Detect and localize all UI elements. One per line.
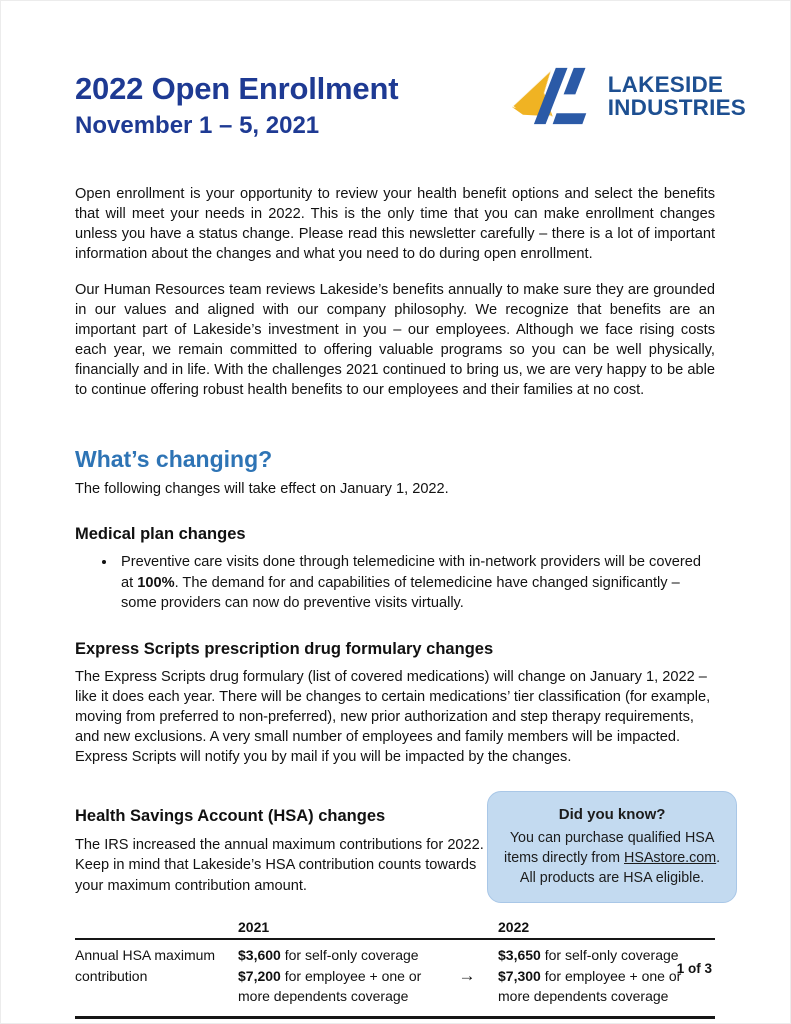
callout-text-start: You can purchase qualified HSA items directly from xyxy=(504,829,715,866)
logo-text xyxy=(608,73,746,120)
amount-line xyxy=(238,966,440,1007)
amount-bold: $3,650 xyxy=(498,947,541,964)
intro-paragraph-1: Open enrollment is your opportunity to review your health benefit options and select the benefits that will meet your needs in 2022. This is the only time that you can make enrollment changes unless you have a status change. Please read this newsletter carefully – there is a lot of important information about the changes and what you need to do during open enrollment. xyxy=(75,186,715,263)
express-scripts-body: The Express Scripts drug formulary (list of covered medications) will change on January 1, 2022 – like it does each year. There will be changes to certain medications’ tier classification (for example, moving from preferred to non-preferred), new prior authorization and step therapy requirements, and new exclusions. A very small number of employees and family members will be impacted. Express Scripts will notify you by mail if you will be impacted by the changes. xyxy=(75,668,711,766)
amount-line xyxy=(238,945,440,965)
amount-bold: $7,300 xyxy=(498,967,541,984)
table-cell-2022 xyxy=(498,939,715,1017)
table-cell-2021 xyxy=(238,939,450,1017)
did-you-know-callout xyxy=(487,791,737,903)
amount-bold: $7,200 xyxy=(238,967,281,984)
callout-text-end: . All products are HSA eligible. xyxy=(519,849,721,887)
amount-bold: $3,600 xyxy=(238,947,281,964)
hsa-body: The IRS increased the annual maximum contributions for 2022. Keep in mind that Lakeside’s HSA contribution counts towards your maximum contribution amount. xyxy=(75,837,484,894)
medical-bullet-list xyxy=(75,552,715,613)
hsa-heading: Health Savings Account (HSA) changes xyxy=(75,807,386,826)
amount-rest: for self-only coverage xyxy=(280,947,419,964)
table-header-blank xyxy=(75,919,238,939)
table-row-label: Annual HSA maximum contribution xyxy=(75,947,216,984)
page-title: 2022 Open Enrollment xyxy=(75,71,399,106)
logo-text-line1: LAKESIDE xyxy=(607,71,724,97)
table-header-2022: 2022 xyxy=(498,919,530,936)
bullet-text-end: . The demand for and capabilities of telemedicine have changed significantly – some providers can now do preventive visits virtually. xyxy=(121,574,680,612)
amount-rest: for employee + one or more dependents coverage xyxy=(238,967,422,1005)
bullet-text-start: Preventive care visits done through telemedicine with in-network providers will be covered at xyxy=(121,554,701,591)
amount-line xyxy=(498,966,705,1007)
table-header-arrow-blank xyxy=(450,919,498,939)
arrow-right-icon: → xyxy=(458,965,476,985)
hsa-contribution-table xyxy=(75,919,715,1019)
intro-paragraph-2: Our Human Resources team reviews Lakeside’s benefits annually to make sure they are grounded in our values and aligned with our company philosophy. We recognize that benefits are an important part of Lakeside’s investment in you – our employees. Although we face rising costs each year, we remain committed to offering valuable programs so you can be well physically, financially and in life. With the challenges 2021 continued to bring us, we are very happy to be able to continue offering robust health benefits to our employees and their families at no cost. xyxy=(75,281,715,399)
table-header-2021: 2021 xyxy=(238,919,270,936)
table-row xyxy=(75,939,715,1017)
whats-changing-heading: What’s changing? xyxy=(75,446,273,473)
callout-body xyxy=(501,828,723,889)
amount-rest: for self-only coverage xyxy=(540,947,679,964)
document-header xyxy=(75,71,746,140)
medical-bullet-item xyxy=(117,552,715,613)
title-block xyxy=(75,71,398,140)
hsa-section xyxy=(75,791,721,903)
table-header-row xyxy=(75,919,715,939)
express-scripts-heading: Express Scripts prescription drug formulary changes xyxy=(75,639,494,658)
lakeside-logo-icon xyxy=(512,65,598,127)
callout-title: Did you know? xyxy=(558,806,666,824)
medical-plan-heading: Medical plan changes xyxy=(75,525,246,544)
hsa-text-column xyxy=(75,791,487,903)
page-subtitle: November 1 – 5, 2021 xyxy=(75,112,320,139)
hsastore-link[interactable]: HSAstore.com xyxy=(624,849,717,866)
bullet-text-bold: 100% xyxy=(137,574,175,591)
amount-rest: for employee + one or more dependents coverage xyxy=(498,967,682,1005)
page-number: 1 of 3 xyxy=(676,961,712,976)
whats-changing-intro: The following changes will take effect on January 1, 2022. xyxy=(75,481,449,498)
logo-text-line2: INDUSTRIES xyxy=(607,95,746,120)
company-logo xyxy=(512,65,746,127)
amount-line xyxy=(498,945,705,965)
